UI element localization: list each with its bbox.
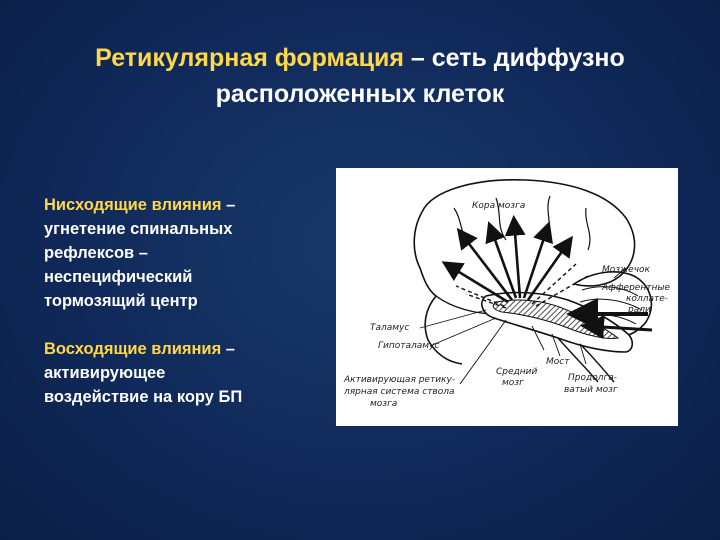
ascending-line-2: активирующее [44,364,166,382]
label-midbrain-1: Средний [496,367,538,377]
label-medulla-2: ватый мозг [564,385,618,395]
ascending-arrow-3 [514,220,520,298]
title-term: Ретикулярная формация [95,44,404,72]
label-afferent-2: коллате- [626,294,668,304]
descending-term: Нисходящие влияния [44,196,222,214]
slide-title [40,40,680,112]
title-line-1 [40,40,680,76]
brain-diagram [336,168,678,426]
label-arf-1: Активирующая ретику- [344,375,456,385]
label-thalamus: Таламус [370,323,410,333]
label-hypothalamus: Гипоталамус [378,341,440,351]
label-afferent-3: рали [628,305,651,315]
label-pons: Мост [546,357,570,367]
label-afferent-1: Афферентные [602,283,670,293]
descending-line-2: угнетение спинальных [44,220,233,238]
descending-line-5: тормозящий центр [44,292,198,310]
description-text [44,193,334,409]
label-arf-3: мозга [370,399,398,409]
label-medulla-1: Продолга- [568,373,617,383]
title-line-1-rest: – сеть диффузно [403,44,625,72]
label-arf-2: лярная система ствола [344,387,455,397]
descending-line-3: рефлексов – [44,244,148,262]
brain-diagram-svg [336,168,678,426]
ascending-line-3: воздействие на кору БП [44,388,243,406]
title-line-2: расположенных клеток [215,80,505,108]
descending-line-4: неспецифический [44,268,193,286]
ascending-term: Восходящие влияния [44,340,222,358]
descending-dash: – [221,196,236,214]
label-cortex: Кора мозга [472,201,526,211]
ascending-dash: – [221,340,235,358]
label-midbrain-2: мозг [502,378,524,388]
descending-line-1 [44,193,334,217]
label-cerebellum: Мозжечок [602,265,650,275]
ascending-line-1 [44,337,334,361]
